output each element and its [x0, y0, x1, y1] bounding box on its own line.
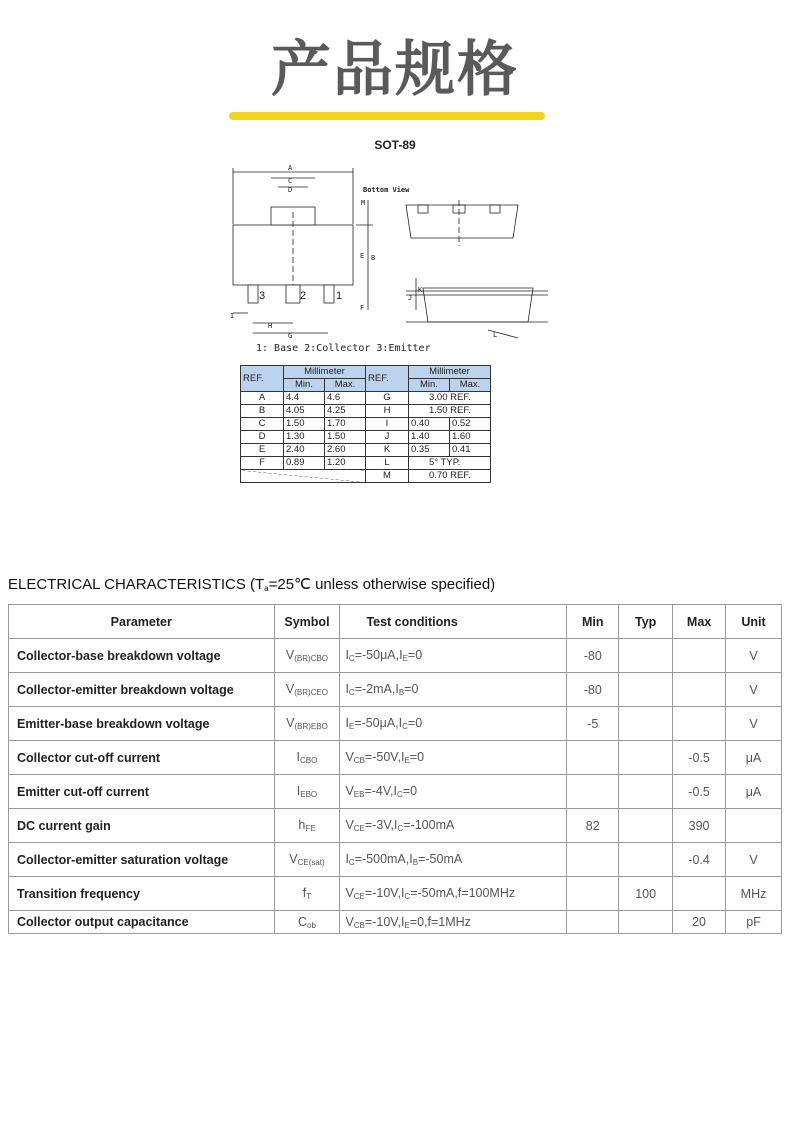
conditions-cell: $V_{CB}=-10V,I_E=0,f=1MHz$ — [340, 911, 567, 934]
table-row: M 0.70 REF. — [241, 470, 491, 483]
symbol-cell: $h_{FE}$ — [274, 809, 340, 843]
symbol-cell: $V_{(BR)CBO}$ — [274, 639, 340, 673]
table-row — [9, 741, 782, 775]
title-underline-bar — [229, 112, 545, 120]
parameter-cell: DC current gain — [9, 809, 275, 843]
typ-cell — [619, 809, 673, 843]
symbol-cell: $I_{EBO}$ — [274, 775, 340, 809]
typ-cell — [619, 741, 673, 775]
dim-label: K — [418, 286, 423, 294]
parameter-cell: Transition frequency — [9, 877, 275, 911]
min-header: Min. — [409, 379, 450, 392]
max-cell — [673, 673, 726, 707]
dim-label: F — [360, 304, 365, 312]
parameter-cell: Collector cut-off current — [9, 741, 275, 775]
symbol-header: Symbol — [274, 605, 340, 639]
page-title: 产品规格 — [271, 35, 519, 105]
table-row — [9, 775, 782, 809]
max-cell — [673, 707, 726, 741]
parameter-cell: Collector-base breakdown voltage — [9, 639, 275, 673]
max-cell: -0.5 — [673, 775, 726, 809]
package-name: SOT-89 — [374, 138, 416, 152]
symbol-cell: $C_{ob}$ — [274, 911, 340, 934]
typ-cell — [619, 843, 673, 877]
electrical-title: ELECTRICAL CHARACTERISTICS ($T_a=25℃$ unless otherwise specified) — [8, 576, 496, 593]
unit-cell: V — [726, 707, 782, 741]
conditions-cell: $I_E=-50\mu A,I_C=0$ — [340, 707, 567, 741]
unit-cell: pF — [726, 911, 782, 934]
unit-cell: MHz — [726, 877, 782, 911]
max-header: Max. — [450, 379, 491, 392]
unit-header: Millimeter — [284, 366, 366, 379]
conditions-cell: $I_C=-500mA,I_B=-50mA$ — [340, 843, 567, 877]
table-row: F 0.89 1.20 L 5° TYP. — [241, 457, 491, 470]
typ-cell — [619, 775, 673, 809]
unit-header: Millimeter — [409, 366, 491, 379]
table-row — [9, 673, 782, 707]
unit-cell: V — [726, 639, 782, 673]
parameter-cell: Collector-emitter saturation voltage — [9, 843, 275, 877]
table-row — [9, 911, 782, 934]
pin-number: 3 — [259, 290, 266, 302]
bottom-view-label: Bottom View — [363, 186, 410, 194]
symbol-cell: $f_T$ — [274, 877, 340, 911]
electrical-table — [8, 604, 782, 934]
min-cell — [567, 843, 619, 877]
unit-cell: μA — [726, 775, 782, 809]
max-header: Max — [673, 605, 726, 639]
table-row: B 4.05 4.25 H 1.50 REF. — [241, 405, 491, 418]
dim-label: B — [371, 254, 376, 262]
conditions-cell: $V_{EB}=-4V,I_C=0$ — [340, 775, 567, 809]
dim-label: H — [268, 322, 273, 330]
table-row — [9, 639, 782, 673]
parameter-cell: Collector-emitter breakdown voltage — [9, 673, 275, 707]
min-cell — [567, 877, 619, 911]
unit-cell — [726, 809, 782, 843]
dim-label: G — [288, 332, 293, 340]
ref-header: REF. — [241, 366, 284, 392]
unit-cell: μA — [726, 741, 782, 775]
max-cell: -0.4 — [673, 843, 726, 877]
table-row: D 1.30 1.50 J 1.40 1.60 — [241, 431, 491, 444]
dim-label: L — [493, 331, 498, 339]
table-row: A 4.4 4.6 G 3.00 REF. — [241, 392, 491, 405]
conditions-cell: $V_{CE}=-10V,I_C=-50mA,f=100MHz$ — [340, 877, 567, 911]
dim-label: C — [288, 177, 293, 185]
dim-label: I — [230, 312, 235, 320]
dimension-table — [240, 365, 491, 483]
conditions-cell: $V_{CB}=-50V,I_E=0$ — [340, 741, 567, 775]
max-cell — [673, 639, 726, 673]
min-cell — [567, 911, 619, 934]
dim-label: J — [408, 294, 413, 302]
min-cell: -80 — [567, 673, 619, 707]
parameter-header: Parameter — [9, 605, 275, 639]
min-header: Min. — [284, 379, 325, 392]
dim-label: E — [360, 252, 365, 260]
empty-diagonal-cell — [241, 470, 366, 483]
min-cell: 82 — [567, 809, 619, 843]
package-outline-drawing — [228, 160, 558, 360]
parameter-cell: Emitter-base breakdown voltage — [9, 707, 275, 741]
pin-number: 1 — [336, 290, 343, 302]
pin-caption: 1: Base 2:Collector 3:Emitter — [256, 343, 431, 354]
max-cell: 390 — [673, 809, 726, 843]
parameter-cell: Collector output capacitance — [9, 911, 275, 934]
min-cell — [567, 775, 619, 809]
typ-header: Typ — [619, 605, 673, 639]
max-cell — [673, 877, 726, 911]
typ-cell — [619, 639, 673, 673]
symbol-cell: $I_{CBO}$ — [274, 741, 340, 775]
min-header: Min — [567, 605, 619, 639]
conditions-cell: $I_C=-2mA,I_B=0$ — [340, 673, 567, 707]
dim-label: M — [361, 199, 366, 207]
dim-label: D — [288, 186, 293, 194]
min-cell: -5 — [567, 707, 619, 741]
typ-cell — [619, 911, 673, 934]
min-cell: -80 — [567, 639, 619, 673]
conditions-cell: $I_C=-50\mu A,I_E=0$ — [340, 639, 567, 673]
max-cell: 20 — [673, 911, 726, 934]
min-cell — [567, 741, 619, 775]
typ-cell — [619, 707, 673, 741]
max-cell: -0.5 — [673, 741, 726, 775]
symbol-cell: $V_{CE(sat)}$ — [274, 843, 340, 877]
conditions-cell: $V_{CE}=-3V,I_C=-100mA$ — [340, 809, 567, 843]
table-row: E 2.40 2.60 K 0.35 0.41 — [241, 444, 491, 457]
unit-cell: V — [726, 673, 782, 707]
unit-cell: V — [726, 843, 782, 877]
ref-header: REF. — [366, 366, 409, 392]
pin-number: 2 — [300, 290, 307, 302]
table-row — [9, 809, 782, 843]
table-row — [9, 877, 782, 911]
symbol-cell: $V_{(BR)CEO}$ — [274, 673, 340, 707]
max-header: Max. — [325, 379, 366, 392]
typ-cell — [619, 673, 673, 707]
dim-label: A — [288, 164, 293, 172]
typ-cell: 100 — [619, 877, 673, 911]
symbol-cell: $V_{(BR)EBO}$ — [274, 707, 340, 741]
table-row: C 1.50 1.70 I 0.40 0.52 — [241, 418, 491, 431]
unit-header: Unit — [726, 605, 782, 639]
conditions-header: Test conditions — [340, 605, 567, 639]
table-row — [9, 707, 782, 741]
parameter-cell: Emitter cut-off current — [9, 775, 275, 809]
table-row — [9, 843, 782, 877]
